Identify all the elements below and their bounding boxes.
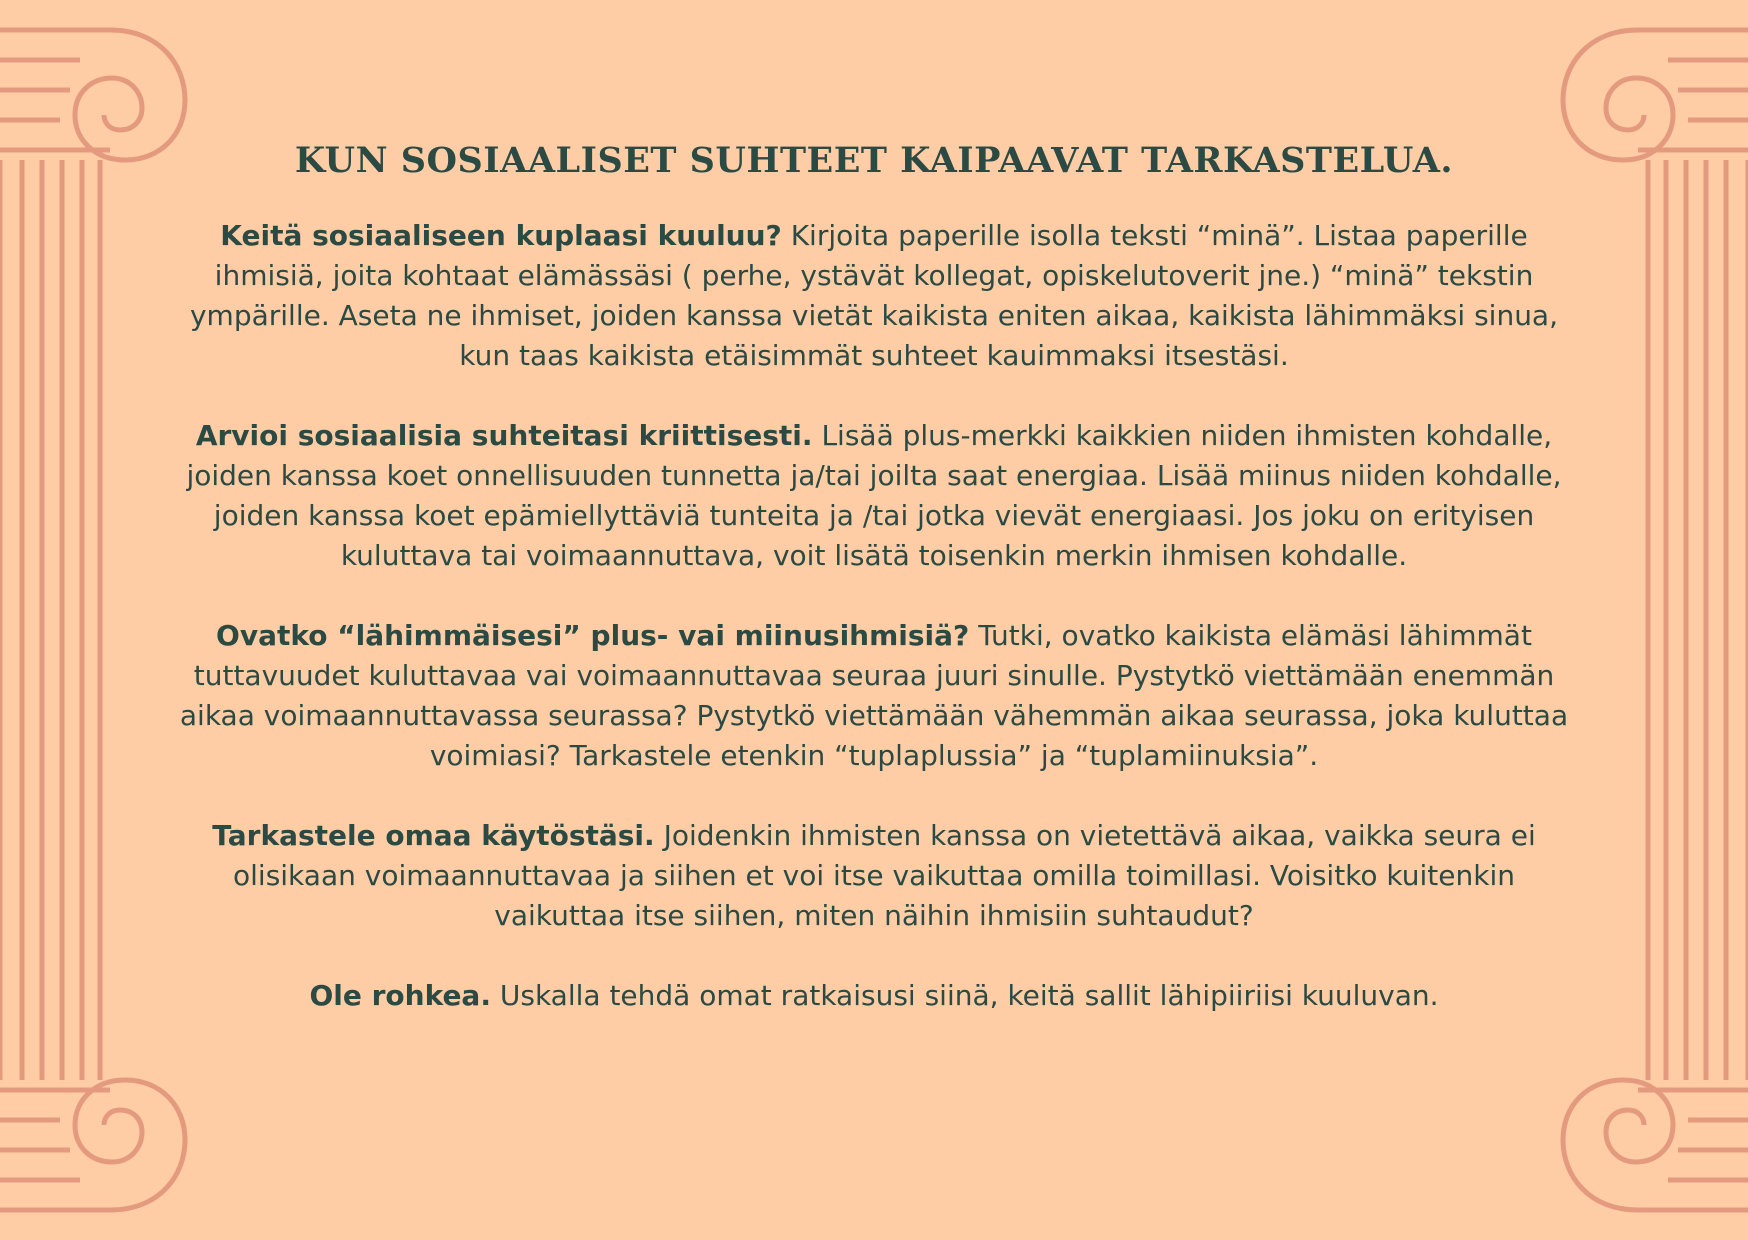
section-heading: Tarkastele omaa käytöstäsi.	[212, 819, 655, 852]
section-own-behaviour	[170, 816, 1578, 936]
page-title: KUN SOSIAALISET SUHTEET KAIPAAVAT TARKASTELUA.	[294, 140, 1454, 181]
section-text: Tutki, ovatko kaikista elämäsi lähimmät tuttavuudet kuluttavaa vai voimaannuttavaa seuraa juuri sinulle. Pystytkö viettämään enemmän aikaa voimaannuttavassa seurassa? Pystytkö viettämään vähemmän aikaa seurassa, joka kuluttaa voimiasi? Tarkastele etenkin “tuplaplussia” ja “tuplamiinuksia”.	[179, 619, 1569, 772]
main-content	[170, 138, 1578, 1056]
right-pillar-decoration	[1548, 0, 1748, 1240]
section-heading: Arvioi sosiaalisia suhteitasi kriittisesti.	[195, 419, 813, 452]
section-text: Uskalla tehdä omat ratkaisusi siinä, keitä sallit lähipiiriisi kuuluvan.	[499, 979, 1439, 1012]
section-heading: Ole rohkea.	[309, 979, 491, 1012]
section-text: Joidenkin ihmisten kanssa on vietettävä aikaa, vaikka seura ei olisikaan voimaannuttavaa ja siihen et voi itse vaikuttaa omilla toimillasi. Voisitko kuitenkin vaikuttaa itse siihen, miten näihin ihmisiin suhtaudut?	[233, 819, 1536, 932]
section-plus-minus	[170, 616, 1578, 776]
section-text: Kirjoita paperille isolla teksti “minä”. Listaa paperille ihmisiä, joita kohtaat elämässäsi ( perhe, ystävät kollegat, opiskelutoverit jne.) “minä” tekstin ympärille. Aseta ne ihmiset, joiden kanssa vietät kaikista eniten aikaa, kaikista lähimmäksi sinua, kun taas kaikista etäisimmät suhteet kauimmaksi itsestäsi.	[189, 219, 1558, 372]
section-be-brave	[170, 976, 1578, 1016]
section-text: Lisää plus-merkki kaikkien niiden ihmisten kohdalle, joiden kanssa koet onnellisuuden tunnetta ja/tai joilta saat energiaa. Lisää miinus niiden kohdalle, joiden kanssa koet epämiellyttäviä tunteita ja /tai jotka vievät energiaasi. Jos joku on erityisen kuluttava tai voimaannuttava, voit lisätä toisenkin merkin ihmisen kohdalle.	[186, 419, 1562, 572]
section-social-bubble	[170, 216, 1578, 376]
section-heading: Ovatko “lähimmäisesi” plus- vai miinusihmisiä?	[216, 619, 970, 652]
section-heading: Keitä sosiaaliseen kuplaasi kuuluu?	[220, 219, 782, 252]
section-evaluate-relationships	[170, 416, 1578, 576]
